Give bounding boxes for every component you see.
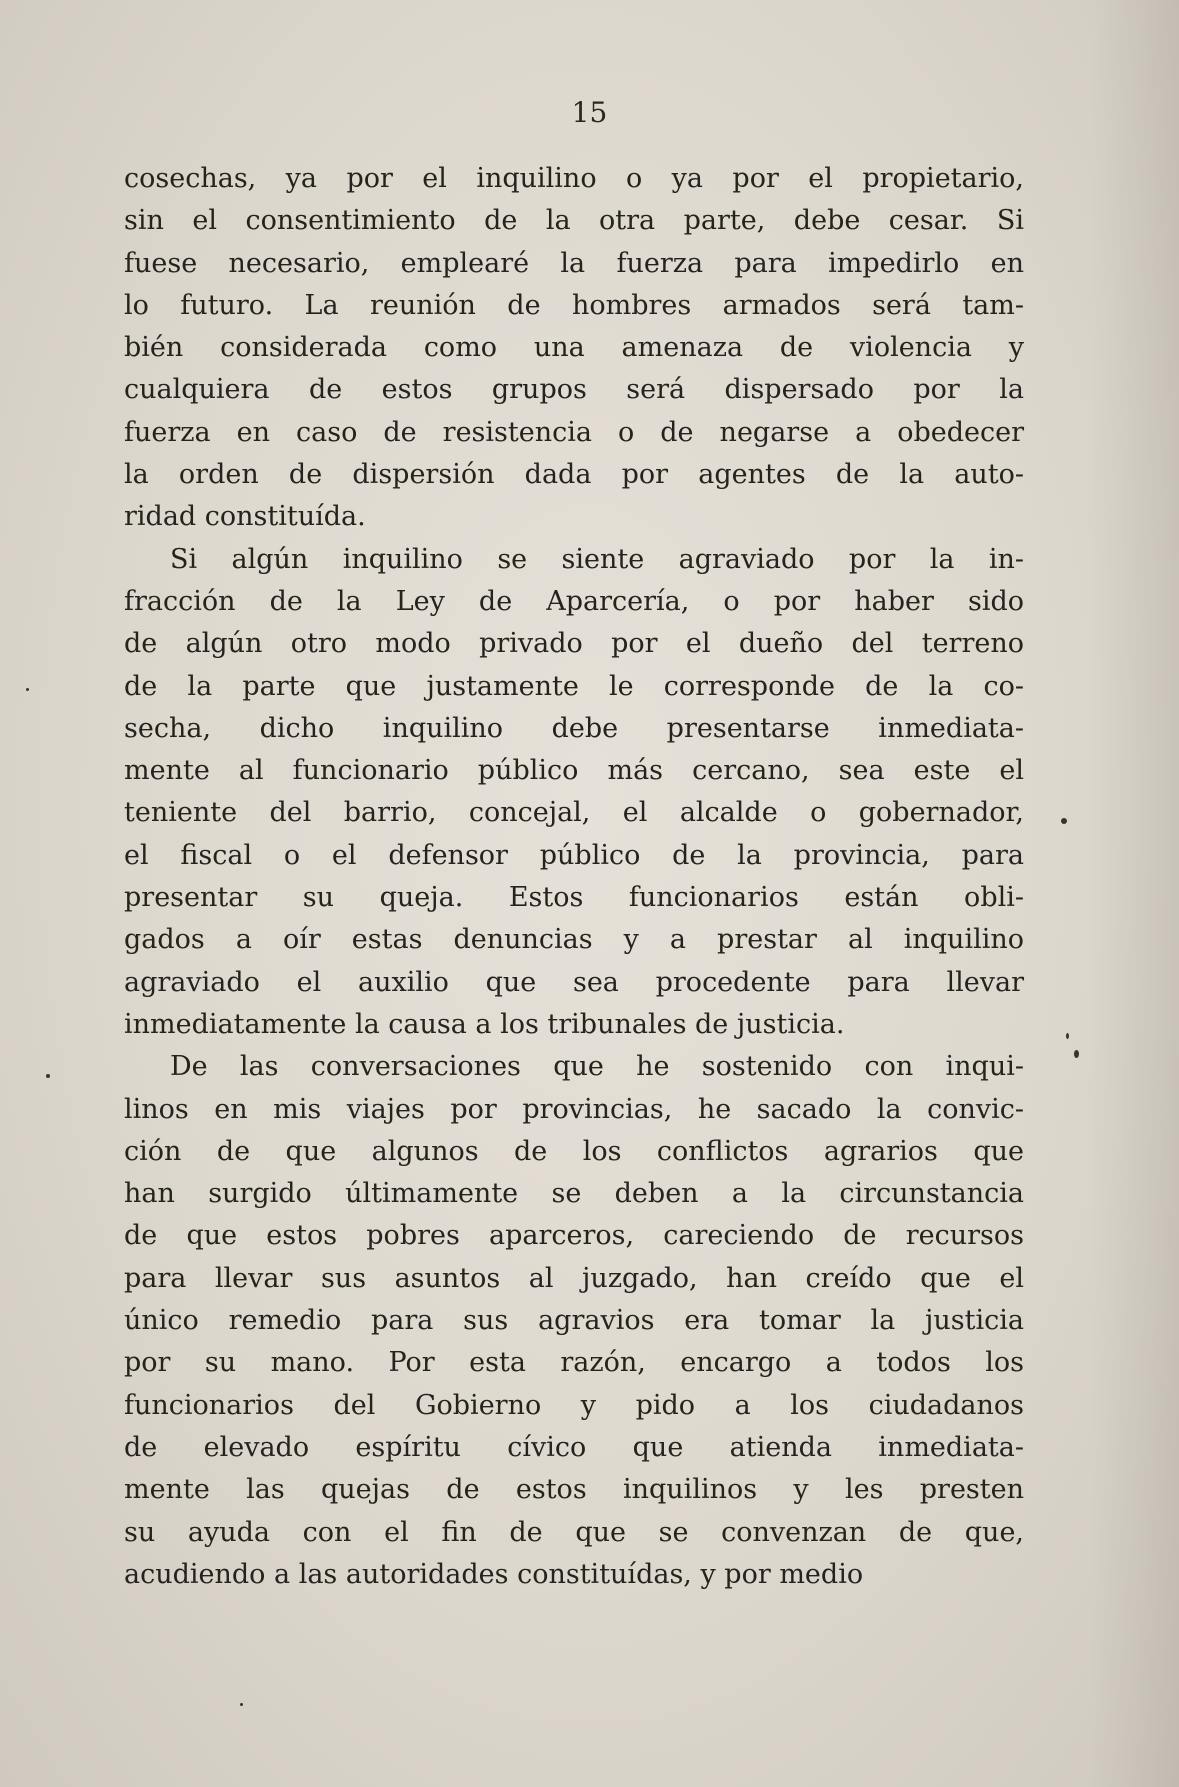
- text-line: mente al funcionario público más cercano, sea este el: [124, 755, 1024, 787]
- text-line: por su mano. Por esta razón, encargo a todos los: [124, 1347, 1024, 1379]
- text-line: cualquiera de estos grupos será dispersado por la: [124, 374, 1024, 406]
- text-line: de la parte que justamente le corresponde de la co-: [124, 670, 1024, 702]
- text-line: Si algún inquilino se siente agraviado por la in-: [170, 543, 1024, 575]
- ink-speck: [1066, 1033, 1069, 1039]
- page-edge-shadow: [1089, 0, 1179, 1787]
- text-line: bién considerada como una amenaza de violencia y: [124, 332, 1024, 364]
- text-line: presentar su queja. Estos funcionarios están obli-: [124, 882, 1024, 914]
- text-line: la orden de dispersión dada por agentes de la auto-: [124, 459, 1024, 491]
- ink-speck: [1061, 818, 1067, 824]
- text-line: sin el consentimiento de la otra parte, debe cesar. Si: [124, 205, 1024, 237]
- text-line: cosechas, ya por el inquilino o ya por el propietario,: [124, 163, 1024, 194]
- text-line: mente las quejas de estos inquilinos y les presten: [124, 1474, 1024, 1506]
- text-line: ridad constituída.: [124, 501, 366, 533]
- text-line: han surgido últimamente se deben a la circunstancia: [124, 1178, 1024, 1210]
- text-line: De las conversaciones que he sostenido con inqui-: [170, 1051, 1024, 1083]
- text-line: agraviado el auxilio que sea procedente para llevar: [124, 966, 1024, 998]
- ink-speck: [240, 1703, 243, 1706]
- ink-speck: [1074, 1050, 1079, 1058]
- text-line: fracción de la Ley de Aparcería, o por haber sido: [124, 585, 1024, 617]
- text-line: el fiscal o el defensor público de la provincia, para: [124, 839, 1024, 871]
- text-line: fuese necesario, emplearé la fuerza para impedirlo en: [124, 247, 1024, 279]
- text-line: lo futuro. La reunión de hombres armados será tam-: [124, 289, 1024, 321]
- text-line: gados a oír estas denuncias y a prestar al inquilino: [124, 924, 1024, 956]
- text-line: funcionarios del Gobierno y pido a los ciudadanos: [124, 1389, 1024, 1421]
- ink-speck: [46, 1074, 50, 1078]
- text-line: linos en mis viajes por provincias, he sacado la convic-: [124, 1093, 1024, 1125]
- text-line: inmediatamente la causa a los tribunales de justicia.: [124, 1008, 845, 1040]
- page-number: 15: [571, 96, 608, 129]
- text-line: secha, dicho inquilino debe presentarse inmediata-: [124, 712, 1024, 744]
- ink-speck: [26, 688, 29, 691]
- text-line: su ayuda con el fin de que se convenzan de que,: [124, 1516, 1024, 1548]
- body-text: [124, 158, 1024, 1596]
- text-line: fuerza en caso de resistencia o de negarse a obedecer: [124, 416, 1024, 448]
- text-line: de elevado espíritu cívico que atienda inmediata-: [124, 1431, 1024, 1463]
- text-line: acudiendo a las autoridades constituídas, y por medio: [124, 1558, 864, 1590]
- text-line: único remedio para sus agravios era tomar la justicia: [124, 1305, 1024, 1337]
- text-line: ción de que algunos de los conflictos agrarios que: [124, 1135, 1024, 1167]
- text-line: teniente del barrio, concejal, el alcalde o gobernador,: [124, 797, 1024, 829]
- text-line: de algún otro modo privado por el dueño del terreno: [124, 628, 1024, 660]
- text-line: de que estos pobres aparceros, careciendo de recursos: [124, 1220, 1024, 1252]
- text-line: para llevar sus asuntos al juzgado, han creído que el: [124, 1262, 1024, 1294]
